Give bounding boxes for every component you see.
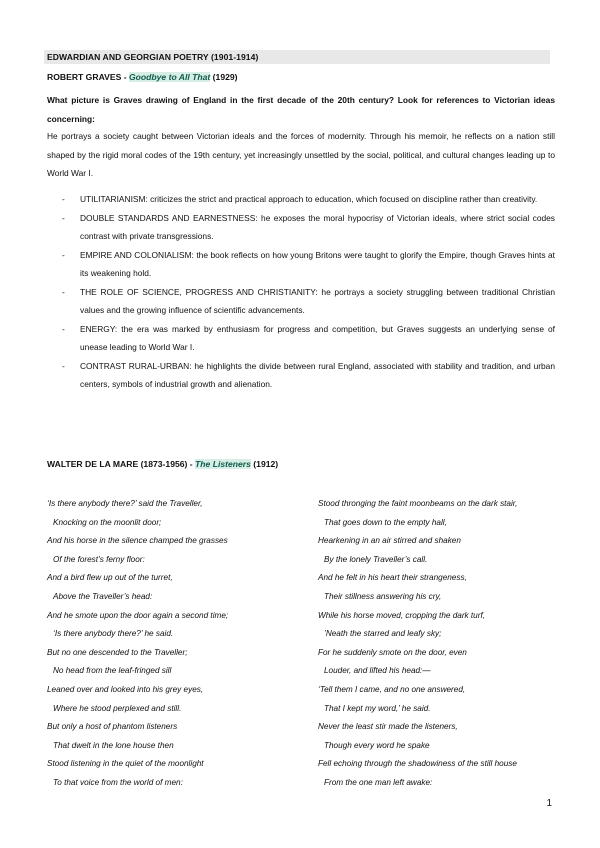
poem-line: ’Neath the starred and leafy sky; xyxy=(324,629,442,639)
section-heading: EDWARDIAN AND GEORGIAN POETRY (1901-1914) xyxy=(47,52,259,62)
delamare-author: WALTER DE LA MARE (1873-1956) - xyxy=(47,459,196,469)
bullet-text: DOUBLE STANDARDS AND EARNESTNESS: he exposes the moral hypocrisy of Victorian ideals, where strict social codes contrast with private transgressions. xyxy=(80,212,555,241)
bullet-text: EMPIRE AND COLONIALISM: the book reflects on how young Britons were taught to glorify the Empire, though Graves hints at its weakening hold. xyxy=(80,249,555,278)
delamare-year: (1912) xyxy=(250,459,279,469)
poem-line: And a bird flew up out of the turret, xyxy=(47,573,173,583)
poem-line: Of the forest’s ferny floor: xyxy=(53,554,145,564)
graves-heading xyxy=(47,72,238,82)
page-number: 1 xyxy=(546,798,552,809)
poem-line: But only a host of phantom listeners xyxy=(47,722,178,732)
poem-line: And he felt in his heart their strangeness, xyxy=(318,573,467,583)
list-item xyxy=(47,357,555,394)
bullet-text: ENERGY: the era was marked by enthusiasm for progress and competition, but Graves suggests an underlying sense of unease leading to World War I. xyxy=(80,323,555,352)
list-item xyxy=(47,190,555,209)
poem-column-right xyxy=(318,495,563,793)
poem-line: Stood listening in the quiet of the moonlight xyxy=(47,759,204,769)
poem-line: Where he stood perplexed and still. xyxy=(53,703,182,713)
bullet-text: THE ROLE OF SCIENCE, PROGRESS AND CHRISTIANITY: he portrays a society struggling between traditional Christian values and the growing influence of scientific advancements. xyxy=(80,286,555,315)
poem-line: For he suddenly smote on the door, even xyxy=(318,647,467,657)
poem-column-left xyxy=(47,495,302,793)
list-item xyxy=(47,320,555,357)
poem-line: ‘Tell them I came, and no one answered, xyxy=(318,684,466,694)
poem-line: Never the least stir made the listeners, xyxy=(318,722,458,732)
bullet-marker: - xyxy=(62,212,65,223)
poem-line: From the one man left awake: xyxy=(324,777,433,787)
poem-line: By the lonely Traveller’s call. xyxy=(324,554,428,564)
poem-line: Leaned over and looked into his grey eyes, xyxy=(47,684,204,694)
poem-line: But no one descended to the Traveller; xyxy=(47,647,188,657)
list-item xyxy=(47,246,555,283)
question: What picture is Graves drawing of England in the first decade of the 20th century? Look for references to Victorian ideas concerning: xyxy=(47,95,555,124)
bullet-text: UTILITARIANISM: criticizes the strict and practical approach to education, which focused on discipline rather than creativity. xyxy=(80,194,538,204)
list-item xyxy=(47,209,555,246)
delamare-heading xyxy=(47,459,278,469)
bullet-marker: - xyxy=(62,194,65,204)
poem-line: Their stillness answering his cry, xyxy=(324,591,442,601)
bullet-marker: - xyxy=(62,286,65,297)
bullet-marker: - xyxy=(62,323,65,334)
intro-paragraph: He portrays a society caught between Victorian ideals and the forces of modernity. Through his memoir, he reflects on a nation still shaped by the rigid moral codes of the 19th century, yet increasingly unsettled by the social, political, and cultural changes leading up to World War I. xyxy=(47,131,555,178)
poem-line: No head from the leaf-fringed sill xyxy=(53,666,172,676)
list-item xyxy=(47,283,555,320)
graves-author: ROBERT GRAVES - xyxy=(47,72,129,82)
poem-line: Stood thronging the faint moonbeams on the dark stair, xyxy=(318,499,518,508)
poem-line: That I kept my word,’ he said. xyxy=(324,703,431,713)
bullet-marker: - xyxy=(62,360,65,371)
poem-line: ‘Is there anybody there?’ he said. xyxy=(53,629,174,639)
poem-line: Though every word he spake xyxy=(324,740,430,750)
poem-line: Louder, and lifted his head:— xyxy=(324,666,431,676)
poem-line: While his horse moved, cropping the dark turf, xyxy=(318,610,486,620)
poem-line: Above the Traveller’s head: xyxy=(53,591,153,601)
bullet-text: CONTRAST RURAL-URBAN: he highlights the divide between rural England, associated with stability and tradition, and urban centers, symbols of industrial growth and alienation. xyxy=(80,360,555,389)
poem-line: ‘Is there anybody there?’ said the Traveller, xyxy=(47,499,203,508)
bullet-marker: - xyxy=(62,249,65,260)
poem-line: Hearkening in an air stirred and shaken xyxy=(318,536,461,546)
poem-line: And he smote upon the door again a second time; xyxy=(47,610,229,620)
poem-line: To that voice from the world of men: xyxy=(53,777,183,787)
bullet-list xyxy=(47,190,555,394)
graves-title: Goodbye to All That xyxy=(128,72,211,82)
poem-line: That goes down to the empty hall, xyxy=(324,517,447,527)
poem-line: That dwelt in the lone house then xyxy=(53,740,174,750)
poem-line: And his horse in the silence champed the grasses xyxy=(47,536,228,546)
graves-year: (1929) xyxy=(210,72,238,82)
poem-line: Fell echoing through the shadowiness of the still house xyxy=(318,759,517,769)
poem-line: Knocking on the moonlit door; xyxy=(53,517,162,527)
delamare-title: The Listeners xyxy=(195,459,251,469)
